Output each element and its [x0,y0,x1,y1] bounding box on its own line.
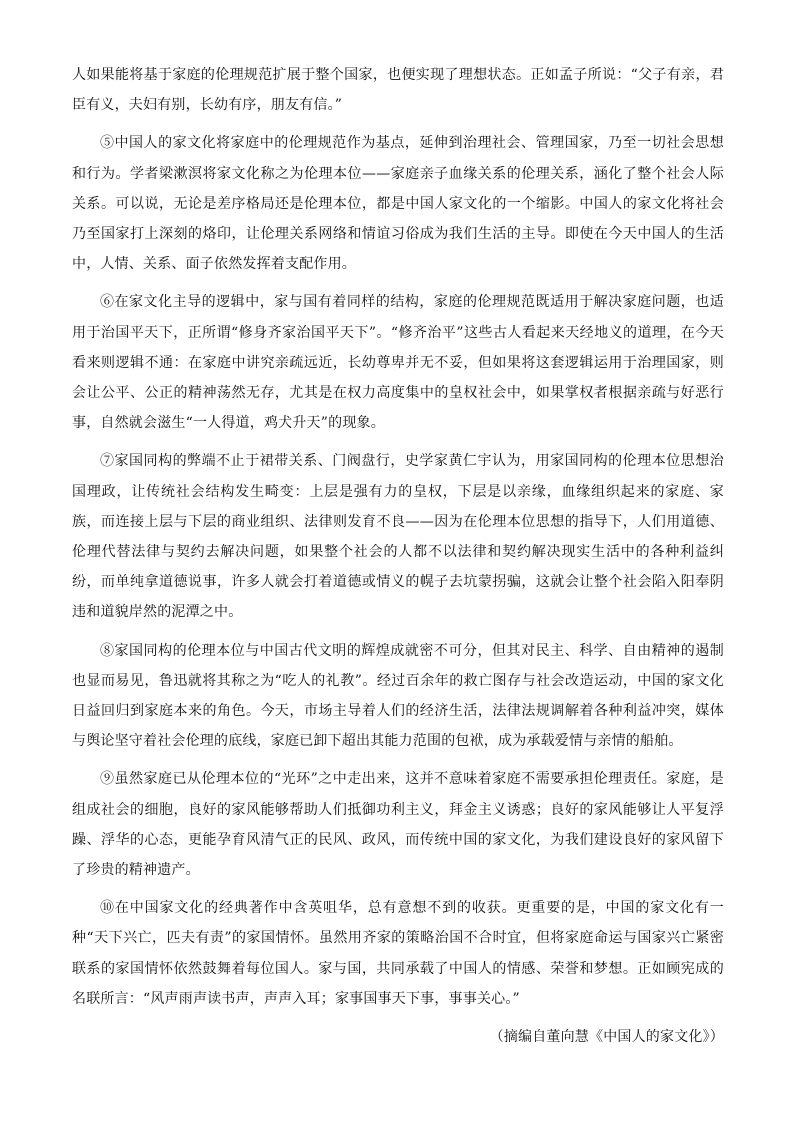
paragraph-7: ⑦家国同构的弊端不止于裙带关系、门阀盘行，史学家黄仁宇认为，用家国同构的伦理本位思想治国理政，让传统社会结构发生畸变：上层是强有力的皇权，下层是以亲缘，血缘组织起来的家庭、家族，而连接上层与下层的商业组织、法律则发育不良——因为在伦理本位思想的指导下，人们用道德、伦理代替法律与契约去解决问题，如果整个社会的人都不以法律和契约解决现实生活中的各种利益纠纷，而单纯拿道德说事，许多人就会打着道德或情义的幌子去坑蒙拐骗，这就会让整个社会陷入阳奉阴违和道貌岸然的泥潭之中。 [72,453,724,621]
paragraph-9: ⑨虽然家庭已从伦理本位的“光环”之中走出来，这并不意味着家庭不需要承担伦理责任。家庭，是组成社会的细胞，良好的家风能够帮助人们抵御功利主义，拜金主义诱惑；良好的家风能够让人平复浮躁、浮华的心态，更能孕育风清气正的民风、政风，而传统中国的家文化，为我们建设良好的家风留下了珍贵的精神遗产。 [72,771,724,879]
paragraph-8: ⑧家国同构的伦理本位与中国古代文明的辉煌成就密不可分，但其对民主、科学、自由精神的遏制也显而易见，鲁迅就将其称之为“吃人的礼教”。经过百余年的救亡图存与社会改造运动，中国的家文化日益回归到家庭本来的角色。今天，市场主导着人们的经济生活，法律法规调解着各种利益冲突，媒体与舆论坚守着社会伦理的底线，家庭已卸下超出其能力范围的包袱，成为承载爱情与亲情的船舶。 [72,642,724,750]
document-page [72,60,724,1052]
paragraph-continued: 人如果能将基于家庭的伦理规范扩展于整个国家，也便实现了理想状态。正如孟子所说：“父子有亲，君臣有义，夫妇有别，长幼有序，朋友有信。” [72,67,724,114]
paragraph-6: ⑥在家文化主导的逻辑中，家与国有着同样的结构，家庭的伦理规范既适用于解决家庭问题，也适用于治国平天下，正所谓“修身齐家治国平天下”。“修齐治平”这些古人看起来天经地义的道理，在今天看来则逻辑不通：在家庭中讲究亲疏远近，长幼尊卑并无不妥，但如果将这套逻辑运用于治理国家，则会让公平、公正的精神荡然无存，尤其是在权力高度集中的皇权社会中，如果掌权者根据亲疏与好恶行事，自然就会滋生“一人得道，鸡犬升天”的现象。 [72,294,724,432]
paragraph-10: ⑩在中国家文化的经典著作中含英咀华，总有意想不到的收获。更重要的是，中国的家文化有一种“天下兴亡，匹夫有责”的家国情怀。虽然用齐家的策略治国不合时宜，但将家庭命运与国家兴亡紧密联系的家国情怀依然鼓舞着每位国人。家与国，共同承载了中国人的情感、荣誉和梦想。正如顾宪成的名联所言：“风声雨声读书声，声声入耳；家事国事天下事，事事关心。” [72,900,724,1007]
paragraph-5: ⑤中国人的家文化将家庭中的伦理规范作为基点，延伸到治理社会、管理国家，乃至一切社会思想和行为。学者梁漱溟将家文化称之为伦理本位——家庭亲子血缘关系的伦理关系，涵化了整个社会人际关系。可以说，无论是差序格局还是伦理本位，都是中国人家文化的一个缩影。中国人的家文化将社会乃至国家打上深刻的烙印，让伦理关系网络和情谊习俗成为我们生活的主导。即使在今天中国人的生活中，人情、关系、面子依然发挥着支配作用。 [72,135,724,273]
source-citation: （摘编自董向慧《中国人的家文化》） [489,1029,724,1046]
